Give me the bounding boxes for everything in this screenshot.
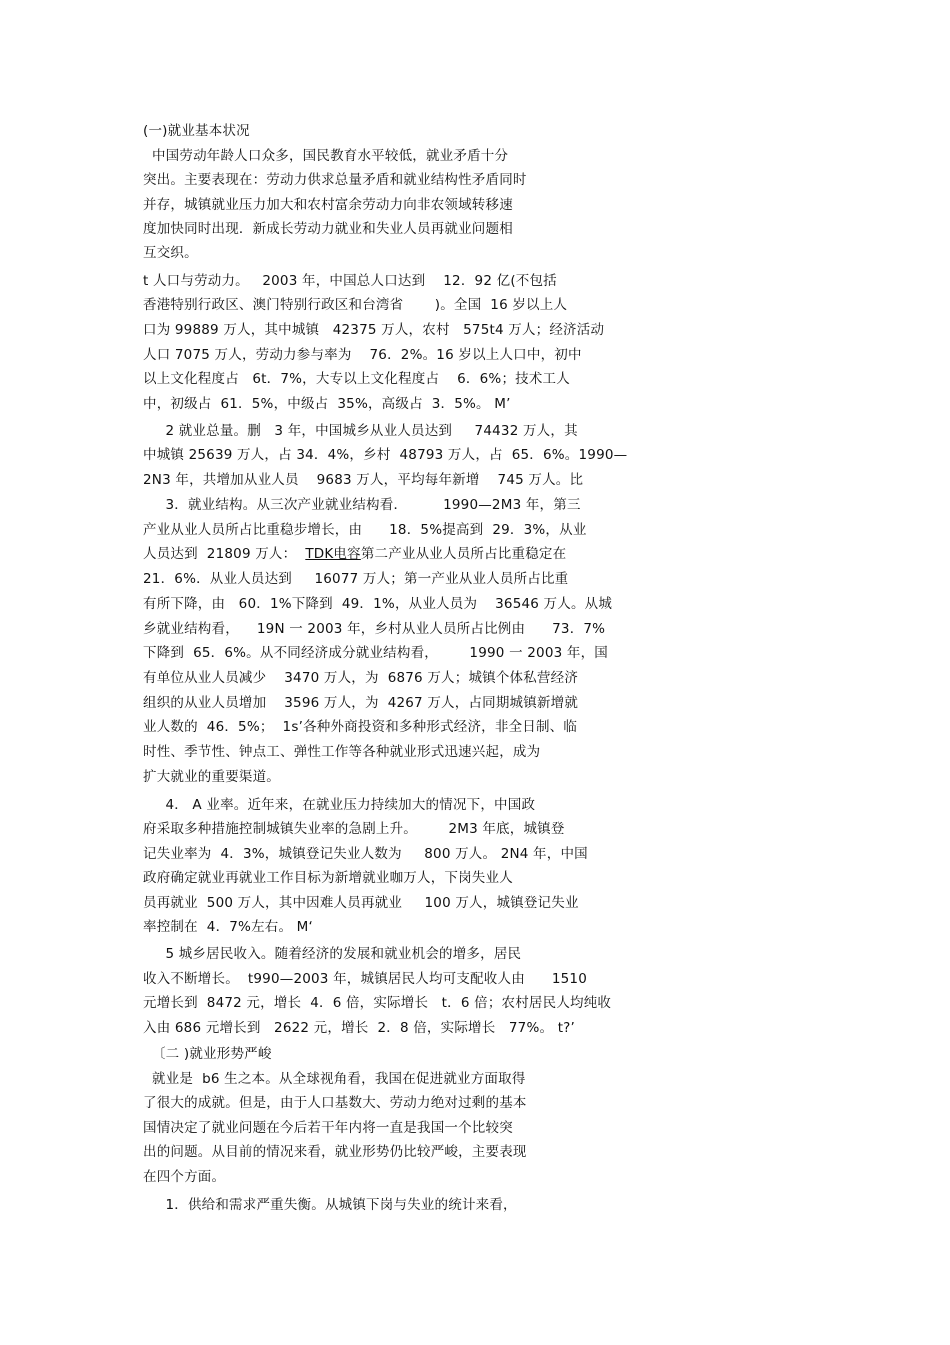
section-heading-severe-situation: 〔二 )就业形势严峻 [143, 1046, 272, 1062]
section-heading-employment-status: (一)就业基本状况 [143, 123, 250, 139]
text-line: 3．就业结构。从三次产业就业结构看． 1990—2M3 年，第三 [143, 497, 581, 513]
text-line: 国情决定了就业问题在今后若干年内将一直是我国一个比较突 [143, 1120, 513, 1136]
text-line: 口为 99889 万人，其中城镇 42375 万人，农村 575t4 万人；经济活动 [143, 322, 605, 338]
text-line: 中国劳动年龄人口众多，国民教育水平较低，就业矛盾十分 [143, 148, 509, 164]
text-line: 有所下降，由 60．1%下降到 49．1%，从业人员为 36546 万人。从城 [143, 596, 613, 612]
text-line: 度加快同时出现．新成长劳动力就业和失业人员再就业问题相 [143, 221, 513, 237]
text-line: 元增长到 8472 元，增长 4．6 倍，实际增长 t．6 倍；农村居民人均纯收 [143, 995, 612, 1011]
text-line: 中城镇 25639 万人，占 34．4%，乡村 48793 万人，占 65．6%。1990— [143, 447, 628, 463]
text-line: 入由 686 元增长到 2622 元，增长 2．8 倍，实际增长 77%。 t?’ [143, 1020, 576, 1036]
text-line: 中，初级占 61．5%，中级占 35%，高级占 3．5%。 M’ [143, 396, 511, 412]
text-line: 下降到 65．6%。从不同经济成分就业结构看， 1990 一 2003 年，国 [143, 645, 609, 661]
text-fragment: 第二产业从业人员所占比重稳定在 [360, 546, 567, 562]
text-line: 有单位从业人员减少 3470 万人，为 6876 万人；城镇个体私营经济 [143, 670, 579, 686]
text-line: 时性、季节性、钟点工、弹性工作等各种就业形式迅速兴起，成为 [143, 744, 541, 760]
text-line: 突出。主要表现在：劳动力供求总量矛盾和就业结构性矛盾同时 [143, 172, 527, 188]
text-line: 4． A 业率。近年来，在就业压力持续加大的情况下，中国政 [143, 797, 536, 813]
text-line: 就业是 b6 生之本。从全球视角看，我国在促进就业方面取得 [143, 1071, 526, 1087]
text-line: 业人数的 46．5%； 1s’各种外商投资和多种形式经济，非全日制、临 [143, 719, 578, 735]
text-line: 1．供给和需求严重失衡。从城镇下岗与失业的统计来看， [143, 1197, 517, 1213]
text-line: 扩大就业的重要渠道。 [143, 769, 280, 785]
text-line: 在四个方面。 [143, 1169, 226, 1185]
text-fragment: 人员达到 21809 万人： [143, 546, 306, 562]
text-line: t 人口与劳动力。 2003 年，中国总人口达到 12．92 亿(不包括 [143, 273, 557, 289]
text-line: 了很大的成就。但是，由于人口基数大、劳动力绝对过剩的基本 [143, 1095, 527, 1111]
text-line: 记失业率为 4．3%，城镇登记失业人数为 800 万人。 2N4 年，中国 [143, 846, 588, 862]
text-line: 21．6%．从业人员达到 16077 万人；第一产业从业人员所占比重 [143, 571, 569, 587]
text-line: 员再就业 500 万人，其中因难人员再就业 100 万人，城镇登记失业 [143, 895, 579, 911]
text-line: 府采取多种措施控制城镇失业率的急剧上升。 2M3 年底，城镇登 [143, 821, 565, 837]
text-line: 2N3 年，共增加从业人员 9683 万人，平均每年新增 745 万人。比 [143, 472, 584, 488]
tdk-capacitor-link[interactable]: TDK电容 [305, 546, 361, 562]
text-line: 并存，城镇就业压力加大和农村富余劳动力向非农领域转移速 [143, 197, 513, 213]
text-line: 人口 7075 万人，劳动力参与率为 76．2%。16 岁以上人口中，初中 [143, 347, 582, 363]
text-line: 率控制在 4．7%左右。 M‘ [143, 919, 314, 935]
text-line: 出的问题。从目前的情况来看，就业形势仍比较严峻，主要表现 [143, 1144, 527, 1160]
text-line: 2 就业总量。删 3 年，中国城乡从业人员达到 74432 万人，其 [143, 423, 578, 439]
text-line: 以上文化程度占 6t．7%，大专以上文化程度占 6．6%；技术工人 [143, 371, 570, 387]
text-line: 5 城乡居民收入。随着经济的发展和就业机会的增多，居民 [143, 946, 522, 962]
text-line: 乡就业结构看， 19N 一 2003 年，乡村从业人员所占比例由 73．7% [143, 621, 606, 637]
text-line: 香港特别行政区、澳门特别行政区和台湾省 )。全国 16 岁以上人 [143, 297, 568, 313]
text-line [143, 545, 566, 563]
text-line: 组织的从业人员增加 3596 万人，为 4267 万人，占同期城镇新增就 [143, 695, 579, 711]
text-line: 互交织。 [143, 245, 198, 261]
text-line: 政府确定就业再就业工作目标为新增就业咖万人，下岗失业人 [143, 870, 513, 886]
text-line: 收入不断增长。 t990—2003 年，城镇居民人均可支配收人由 1510 [143, 971, 587, 987]
text-line: 产业从业人员所占比重稳步增长，由 18．5%提高到 29．3%，从业 [143, 522, 587, 538]
